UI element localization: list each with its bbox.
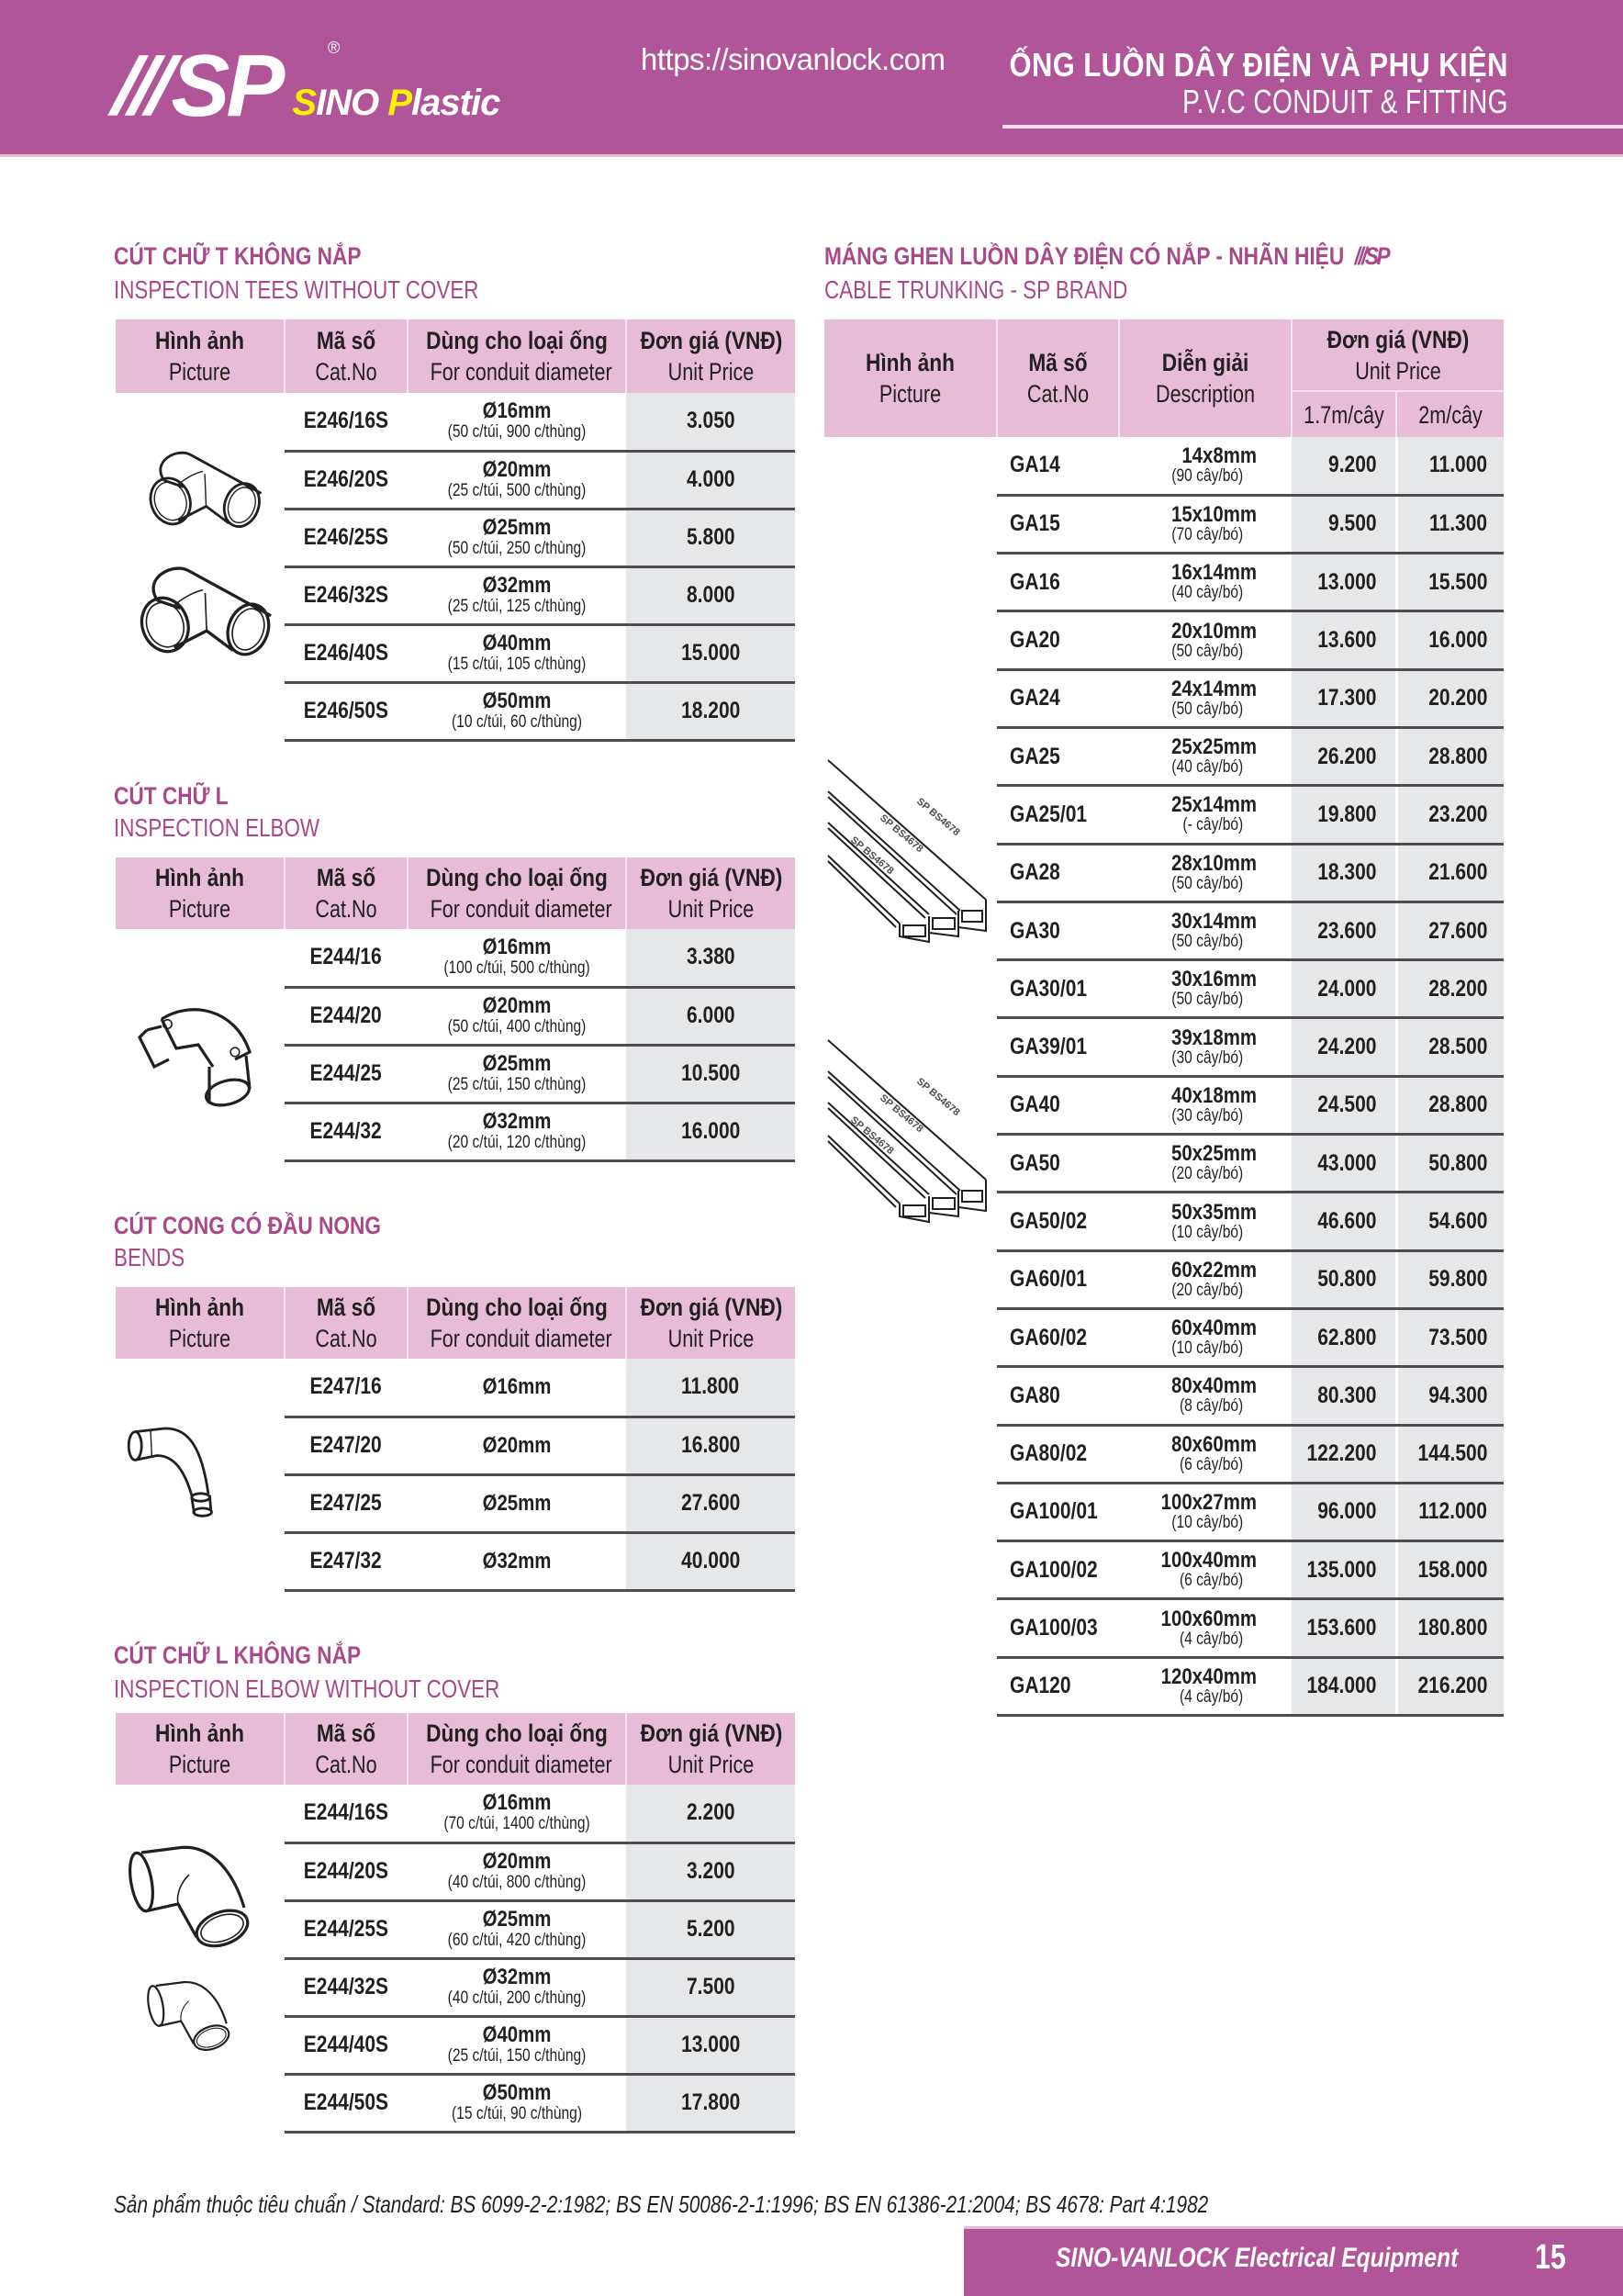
price-1-7m-cell: 153.600	[1292, 1599, 1396, 1657]
price-cell: 10.500	[626, 1045, 795, 1103]
svg-text:SP BS4678: SP BS4678	[848, 1114, 896, 1158]
cat-no-cell: GA15	[997, 495, 1119, 553]
section-title-vn: CÚT CHỮ L	[114, 782, 229, 810]
logo-brand-name: SINO Plastic	[292, 83, 500, 123]
svg-text:SP BS4678: SP BS4678	[878, 1092, 925, 1136]
table-row	[824, 437, 1504, 495]
price-2m-cell: 27.600	[1396, 902, 1504, 959]
price-1-7m-cell: 43.000	[1292, 1135, 1396, 1193]
price-1-7m-cell: 24.000	[1292, 960, 1396, 1018]
cat-no-cell: E244/20	[285, 987, 408, 1045]
cat-no-cell: GA40	[997, 1076, 1119, 1134]
col-header-cat-no: Mã số Cat.No	[285, 1713, 408, 1785]
description-cell: 30x16mm (50 cây/bó)	[1119, 960, 1292, 1018]
description-cell: 16x14mm (40 cây/bó)	[1119, 554, 1292, 611]
price-2m-cell: 28.800	[1396, 1076, 1504, 1134]
cat-no-cell: E244/25	[285, 1045, 408, 1103]
cat-no-cell: GA100/01	[997, 1483, 1119, 1540]
price-1-7m-cell: 96.000	[1292, 1483, 1396, 1540]
col-header-unit-price: Đơn giá (VNĐ) Unit Price	[1292, 319, 1504, 391]
table-row	[116, 1359, 795, 1417]
packing-info: (8 cây/bó)	[1179, 1396, 1244, 1417]
packing-info: (50 cây/bó)	[1171, 641, 1244, 661]
diameter-cell: Ø32mm (20 c/túi, 120 c/thùng)	[408, 1103, 626, 1160]
price-cell: 5.200	[626, 1900, 795, 1958]
svg-text:SP BS4678: SP BS4678	[878, 812, 925, 856]
diameter-cell: Ø25mm (25 c/túi, 150 c/thùng)	[408, 1045, 626, 1103]
packing-info: (25 c/túi, 500 c/thùng)	[447, 481, 587, 500]
packing-info: (100 c/túi, 500 c/thùng)	[443, 958, 590, 979]
inspection-elbow-icon	[125, 975, 272, 1122]
description-cell: 30x14mm (50 cây/bó)	[1119, 902, 1292, 959]
diameter-cell: Ø50mm (15 c/túi, 90 c/thùng)	[408, 2074, 626, 2132]
svg-text:SP BS4678: SP BS4678	[848, 834, 896, 878]
price-cell: 7.500	[626, 1958, 795, 2016]
inspection-tee-icon	[125, 563, 281, 691]
col-header-unit-price: Đơn giá (VNĐ) Unit Price	[626, 1287, 795, 1359]
description-cell: 25x14mm (- cây/bó)	[1119, 786, 1292, 844]
cat-no-cell: GA25	[997, 727, 1119, 785]
cat-no-cell: GA80/02	[997, 1425, 1119, 1483]
col-header-cat-no: Mã số Cat.No	[997, 319, 1119, 437]
cat-no-cell: E244/16S	[285, 1785, 408, 1842]
cat-no-cell: E246/32S	[285, 566, 408, 624]
packing-info: (70 c/túi, 1400 c/thùng)	[443, 1814, 590, 1834]
table-row	[116, 1785, 795, 1842]
cable-trunking-picture-icon	[823, 1033, 997, 1226]
bend-icon	[125, 1414, 253, 1542]
section-title-en: INSPECTION TEES WITHOUT COVER	[114, 275, 479, 304]
cat-no-cell: GA50/02	[997, 1193, 1119, 1250]
svg-text:SP BS4678: SP BS4678	[914, 1076, 962, 1119]
packing-info: (25 c/túi, 125 c/thùng)	[447, 597, 587, 616]
diameter-cell: Ø25mm (60 c/túi, 420 c/thùng)	[408, 1900, 626, 1958]
svg-text:SP BS4678: SP BS4678	[914, 796, 962, 839]
description-cell: 60x40mm (10 cây/bó)	[1119, 1308, 1292, 1366]
cat-no-cell: GA50	[997, 1135, 1119, 1193]
cat-no-cell: E246/16S	[285, 393, 408, 451]
brand-logo	[108, 37, 500, 135]
price-cell: 8.000	[626, 566, 795, 624]
cat-no-cell: E244/20S	[285, 1842, 408, 1900]
cat-no-cell: GA14	[997, 437, 1119, 495]
price-cell: 16.000	[626, 1103, 795, 1160]
packing-info: (40 c/túi, 800 c/thùng)	[447, 1873, 587, 1892]
cat-no-cell: E247/32	[285, 1532, 408, 1590]
section-title-vn: CÚT CHỮ L KHÔNG NẮP	[114, 1641, 362, 1669]
cat-no-cell: E246/50S	[285, 682, 408, 740]
price-2m-cell: 50.800	[1396, 1135, 1504, 1193]
packing-info: (25 c/túi, 150 c/thùng)	[447, 2046, 587, 2066]
price-2m-cell: 112.000	[1396, 1483, 1504, 1540]
diameter-cell: Ø40mm (15 c/túi, 105 c/thùng)	[408, 624, 626, 682]
description-cell: 24x14mm (50 cây/bó)	[1119, 669, 1292, 727]
packing-info: (70 cây/bó)	[1171, 524, 1244, 544]
price-1-7m-cell: 13.000	[1292, 554, 1396, 611]
catalog-title-vn: ỐNG LUỒN DÂY ĐIỆN VÀ PHỤ KIỆN	[1009, 46, 1508, 84]
cat-no-cell: E247/20	[285, 1417, 408, 1474]
packing-info: (15 c/túi, 105 c/thùng)	[447, 655, 587, 674]
packing-info: (6 cây/bó)	[1179, 1571, 1244, 1591]
col-header-picture: Hình ảnh Picture	[116, 319, 285, 393]
price-2m-cell: 144.500	[1396, 1425, 1504, 1483]
product-picture	[116, 1359, 285, 1590]
packing-info: (20 c/túi, 120 c/thùng)	[447, 1133, 587, 1152]
description-cell: 14x8mm (90 cây/bó)	[1119, 437, 1292, 495]
price-1-7m-cell: 13.600	[1292, 611, 1396, 669]
packing-info: (50 c/túi, 900 c/thùng)	[447, 422, 587, 442]
description-cell: 80x40mm (8 cây/bó)	[1119, 1367, 1292, 1425]
diameter-cell: Ø32mm (40 c/túi, 200 c/thùng)	[408, 1958, 626, 2016]
sp-brand-mark-icon: ///SP	[1354, 242, 1389, 270]
price-1-7m-cell: 9.200	[1292, 437, 1396, 495]
packing-info: (90 cây/bó)	[1171, 465, 1244, 486]
registered-mark: ®	[328, 39, 341, 57]
diameter-cell: Ø20mm (25 c/túi, 500 c/thùng)	[408, 451, 626, 509]
cat-no-cell: GA39/01	[997, 1018, 1119, 1076]
cat-no-cell: GA30	[997, 902, 1119, 959]
col-header-picture: Hình ảnh Picture	[116, 1287, 285, 1359]
price-2m-cell: 180.800	[1396, 1599, 1504, 1657]
packing-info: (25 c/túi, 150 c/thùng)	[447, 1075, 587, 1094]
section-title-vn: CÚT CONG CÓ ĐẦU NONG	[114, 1212, 382, 1239]
price-cell: 5.800	[626, 509, 795, 566]
diameter-cell: Ø25mm (50 c/túi, 250 c/thùng)	[408, 509, 626, 566]
price-2m-cell: 59.800	[1396, 1250, 1504, 1308]
standards-note: Sản phẩm thuộc tiêu chuẩn / Standard: BS 6099-2-2:1982; BS EN 50086-2-1:1996; BS EN 61386-21:2004; BS 4678: Part 4:1982	[114, 2190, 1209, 2218]
col-header-description: Diễn giải Description	[1119, 319, 1292, 437]
packing-info: (20 cây/bó)	[1171, 1164, 1244, 1184]
elbow-without-cover-icon	[123, 1840, 270, 1968]
description-cell: 20x10mm (50 cây/bó)	[1119, 611, 1292, 669]
col-header-cat-no: Mã số Cat.No	[285, 857, 408, 929]
description-cell: 100x60mm (4 cây/bó)	[1119, 1599, 1292, 1657]
packing-info: (50 cây/bó)	[1171, 990, 1244, 1010]
price-2m-cell: 94.300	[1396, 1367, 1504, 1425]
diameter-cell: Ø16mm (100 c/túi, 500 c/thùng)	[408, 929, 626, 987]
price-cell: 2.200	[626, 1785, 795, 1842]
price-cell: 27.600	[626, 1474, 795, 1532]
table-row	[116, 393, 795, 451]
logo-slashes: ///	[108, 40, 173, 131]
packing-info: (15 c/túi, 90 c/thùng)	[451, 2104, 583, 2123]
packing-info: (6 cây/bó)	[1179, 1454, 1244, 1474]
packing-info: (50 cây/bó)	[1171, 699, 1244, 719]
price-2m-cell: 20.200	[1396, 669, 1504, 727]
col-header-unit-price: Đơn giá (VNĐ) Unit Price	[626, 319, 795, 393]
table-row	[116, 929, 795, 987]
cat-no-cell: GA100/03	[997, 1599, 1119, 1657]
price-2m-cell: 73.500	[1396, 1308, 1504, 1366]
price-2m-cell: 216.200	[1396, 1657, 1504, 1715]
packing-info: (30 cây/bó)	[1171, 1105, 1244, 1126]
price-cell: 15.000	[626, 624, 795, 682]
price-2m-cell: 16.000	[1396, 611, 1504, 669]
price-1-7m-cell: 24.200	[1292, 1018, 1396, 1076]
cat-no-cell: E246/25S	[285, 509, 408, 566]
cable-trunking-table	[824, 319, 1504, 1717]
diameter-cell: Ø50mm (10 c/túi, 60 c/thùng)	[408, 682, 626, 740]
packing-info: (40 c/túi, 200 c/thùng)	[447, 1988, 587, 2008]
catalog-title-en: P.V.C CONDUIT & FITTING	[1182, 83, 1508, 120]
col-header-picture: Hình ảnh Picture	[116, 857, 285, 929]
description-cell: 50x35mm (10 cây/bó)	[1119, 1193, 1292, 1250]
price-cell: 6.000	[626, 987, 795, 1045]
price-1-7m-cell: 50.800	[1292, 1250, 1396, 1308]
diameter-cell: Ø25mm	[408, 1474, 626, 1532]
description-cell: 60x22mm (20 cây/bó)	[1119, 1250, 1292, 1308]
price-1-7m-cell: 19.800	[1292, 786, 1396, 844]
price-table	[116, 1287, 795, 1592]
cat-no-cell: GA60/02	[997, 1308, 1119, 1366]
diameter-cell: Ø40mm (25 c/túi, 150 c/thùng)	[408, 2016, 626, 2074]
packing-info: (60 c/túi, 420 c/thùng)	[447, 1931, 587, 1950]
diameter-cell: Ø20mm (40 c/túi, 800 c/thùng)	[408, 1842, 626, 1900]
cat-no-cell: GA80	[997, 1367, 1119, 1425]
cat-no-cell: E244/32	[285, 1103, 408, 1160]
packing-info: (40 cây/bó)	[1171, 757, 1244, 778]
cat-no-cell: E247/25	[285, 1474, 408, 1532]
price-2m-cell: 158.000	[1396, 1541, 1504, 1599]
diameter-cell: Ø16mm	[408, 1359, 626, 1417]
cat-no-cell: E244/25S	[285, 1900, 408, 1958]
price-table	[116, 319, 795, 742]
packing-info: (10 c/túi, 60 c/thùng)	[451, 712, 583, 732]
website-link[interactable]: https://sinovanlock.com	[641, 42, 946, 76]
packing-info: (4 cây/bó)	[1179, 1629, 1244, 1649]
diameter-cell: Ø20mm	[408, 1417, 626, 1474]
price-1-7m-cell: 9.500	[1292, 495, 1396, 553]
price-cell: 13.000	[626, 2016, 795, 2074]
cat-no-cell: E244/32S	[285, 1958, 408, 2016]
price-1-7m-cell: 122.200	[1292, 1425, 1396, 1483]
packing-info: (50 c/túi, 250 c/thùng)	[447, 539, 587, 558]
price-cell: 11.800	[626, 1359, 795, 1417]
price-2m-cell: 28.200	[1396, 960, 1504, 1018]
price-2m-cell: 54.600	[1396, 1193, 1504, 1250]
section-title-en: BENDS	[114, 1243, 185, 1271]
cat-no-cell: E246/20S	[285, 451, 408, 509]
cat-no-cell: E244/40S	[285, 2016, 408, 2074]
cat-no-cell: E247/16	[285, 1359, 408, 1417]
cat-no-cell: E246/40S	[285, 624, 408, 682]
price-cell: 3.200	[626, 1842, 795, 1900]
packing-info: (20 cây/bó)	[1171, 1280, 1244, 1300]
packing-info: (10 cây/bó)	[1171, 1222, 1244, 1242]
col-header-unit-price: Đơn giá (VNĐ) Unit Price	[626, 857, 795, 929]
col-header-price-1-7m: 1.7m/cây	[1292, 391, 1396, 437]
col-header-picture: Hình ảnh Picture	[824, 319, 997, 437]
col-header-diameter: Dùng cho loại ống For conduit diameter	[408, 1713, 626, 1785]
price-table	[116, 1713, 795, 2134]
price-2m-cell: 28.800	[1396, 727, 1504, 785]
description-cell: 120x40mm (4 cây/bó)	[1119, 1657, 1292, 1715]
product-picture	[116, 1785, 285, 2132]
col-header-unit-price: Đơn giá (VNĐ) Unit Price	[626, 1713, 795, 1785]
price-cell: 18.200	[626, 682, 795, 740]
price-cell: 3.050	[626, 393, 795, 451]
section-title-vn: MÁNG GHEN LUỒN DÂY ĐIỆN CÓ NẮP - NHÃN HIỆU ///SP	[824, 242, 1389, 270]
cat-no-cell: GA60/01	[997, 1250, 1119, 1308]
packing-info: (40 cây/bó)	[1171, 583, 1244, 603]
diameter-cell: Ø20mm (50 c/túi, 400 c/thùng)	[408, 987, 626, 1045]
price-1-7m-cell: 184.000	[1292, 1657, 1396, 1715]
description-cell: 100x27mm (10 cây/bó)	[1119, 1483, 1292, 1540]
diameter-cell: Ø32mm (25 c/túi, 125 c/thùng)	[408, 566, 626, 624]
col-header-diameter: Dùng cho loại ống For conduit diameter	[408, 319, 626, 393]
packing-info: (4 cây/bó)	[1179, 1686, 1244, 1707]
col-header-picture: Hình ảnh Picture	[116, 1713, 285, 1785]
cable-trunking-picture-icon	[823, 753, 997, 946]
price-2m-cell: 11.300	[1396, 495, 1504, 553]
diameter-cell: Ø16mm (70 c/túi, 1400 c/thùng)	[408, 1785, 626, 1842]
price-table	[116, 857, 795, 1162]
product-picture	[116, 393, 285, 740]
page-number: 15	[1535, 2238, 1566, 2277]
cat-no-cell: E244/16	[285, 929, 408, 987]
cat-no-cell: GA30/01	[997, 960, 1119, 1018]
price-1-7m-cell: 135.000	[1292, 1541, 1396, 1599]
cat-no-cell: GA100/02	[997, 1541, 1119, 1599]
description-cell: 80x60mm (6 cây/bó)	[1119, 1425, 1292, 1483]
price-1-7m-cell: 17.300	[1292, 669, 1396, 727]
price-1-7m-cell: 23.600	[1292, 902, 1396, 959]
price-2m-cell: 21.600	[1396, 844, 1504, 902]
price-1-7m-cell: 26.200	[1292, 727, 1396, 785]
price-cell: 17.800	[626, 2074, 795, 2132]
description-cell: 28x10mm (50 cây/bó)	[1119, 844, 1292, 902]
cat-no-cell: GA120	[997, 1657, 1119, 1715]
footer-company: SINO-VANLOCK Electrical Equipment	[1056, 2243, 1459, 2273]
section-title-en: CABLE TRUNKING - SP BRAND	[824, 275, 1128, 304]
price-2m-cell: 23.200	[1396, 786, 1504, 844]
description-cell: 50x25mm (20 cây/bó)	[1119, 1135, 1292, 1193]
description-cell: 40x18mm (30 cây/bó)	[1119, 1076, 1292, 1134]
price-1-7m-cell: 62.800	[1292, 1308, 1396, 1366]
price-2m-cell: 28.500	[1396, 1018, 1504, 1076]
col-header-price-2m: 2m/cây	[1396, 391, 1504, 437]
packing-info: (50 cây/bó)	[1171, 932, 1244, 952]
col-header-cat-no: Mã số Cat.No	[285, 1287, 408, 1359]
price-2m-cell: 11.000	[1396, 437, 1504, 495]
packing-info: (30 cây/bó)	[1171, 1047, 1244, 1068]
price-cell: 16.800	[626, 1417, 795, 1474]
price-1-7m-cell: 24.500	[1292, 1076, 1396, 1134]
packing-info: (10 cây/bó)	[1171, 1338, 1244, 1359]
cat-no-cell: GA28	[997, 844, 1119, 902]
description-cell: 15x10mm (70 cây/bó)	[1119, 495, 1292, 553]
title-divider	[1002, 125, 1623, 129]
price-1-7m-cell: 80.300	[1292, 1367, 1396, 1425]
price-1-7m-cell: 46.600	[1292, 1193, 1396, 1250]
price-2m-cell: 15.500	[1396, 554, 1504, 611]
elbow-without-cover-icon	[143, 1977, 244, 2065]
cat-no-cell: GA16	[997, 554, 1119, 611]
description-cell: 100x40mm (6 cây/bó)	[1119, 1541, 1292, 1599]
packing-info: (- cây/bó)	[1182, 815, 1244, 835]
cat-no-cell: GA24	[997, 669, 1119, 727]
price-cell: 4.000	[626, 451, 795, 509]
description-cell: 25x25mm (40 cây/bó)	[1119, 727, 1292, 785]
cat-no-cell: GA20	[997, 611, 1119, 669]
logo-sp-mark: SP	[171, 37, 282, 135]
col-header-diameter: Dùng cho loại ống For conduit diameter	[408, 1287, 626, 1359]
cat-no-cell: GA25/01	[997, 786, 1119, 844]
price-cell: 40.000	[626, 1532, 795, 1590]
col-header-cat-no: Mã số Cat.No	[285, 319, 408, 393]
section-title-vn: CÚT CHỮ T KHÔNG NẮP	[114, 242, 362, 270]
diameter-cell: Ø16mm (50 c/túi, 900 c/thùng)	[408, 393, 626, 451]
section-title-en: INSPECTION ELBOW WITHOUT COVER	[114, 1674, 500, 1703]
price-1-7m-cell: 18.300	[1292, 844, 1396, 902]
cat-no-cell: E244/50S	[285, 2074, 408, 2132]
product-picture	[116, 929, 285, 1160]
inspection-tee-icon	[134, 448, 272, 558]
packing-info: (10 cây/bó)	[1171, 1512, 1244, 1532]
price-cell: 3.380	[626, 929, 795, 987]
description-cell: 39x18mm (30 cây/bó)	[1119, 1018, 1292, 1076]
diameter-cell: Ø32mm	[408, 1532, 626, 1590]
col-header-diameter: Dùng cho loại ống For conduit diameter	[408, 857, 626, 929]
packing-info: (50 cây/bó)	[1171, 873, 1244, 893]
packing-info: (50 c/túi, 400 c/thùng)	[447, 1017, 587, 1036]
page-header	[0, 0, 1623, 157]
section-title-en: INSPECTION ELBOW	[114, 813, 320, 842]
